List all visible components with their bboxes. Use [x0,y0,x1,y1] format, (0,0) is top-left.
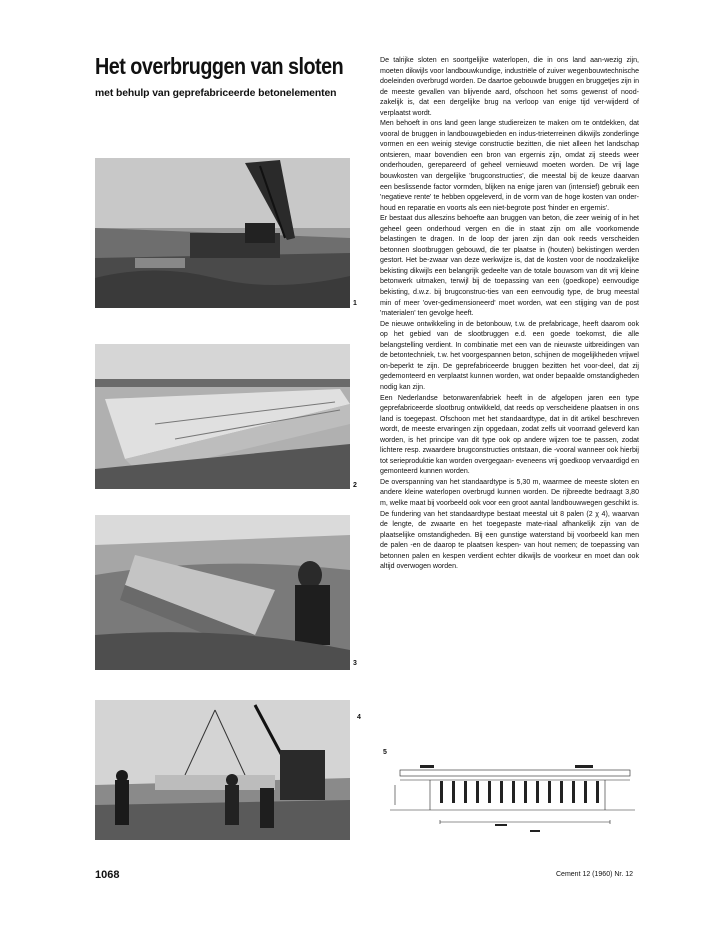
figure-label-4: 4 [357,714,361,721]
body-text-column [380,56,639,573]
figure-label-5: 5 [383,749,387,756]
paragraph: De talrijke sloten en soortgelijke waterlopen, die in ons land aan-wezig zijn, moeten dikwijls voor landbouwkundige, industriële of zuiver wegenbouwtechnische doeleinden overbrugd worden. De daartoe gebouwde bruggen en bruggetjes zijn in de meeste gevallen van blijvende aard, ofschoon het soms gewenst of nood-zakelijk is, dat een dergelijke brug na verloop van enige tijd ver-wijderd of verplaatst wordt. [380,57,639,117]
paragraph: Er bestaat dus alleszins behoefte aan bruggen van beton, die zeer weinig of in het geheel geen onderhoud vergen en die in staat zijn om alle voorkomende belastingen te dragen. In de loop der jaren zijn dan ook reeds verscheiden betonnen slootbruggen gebouwd, die ter plaatse in (houten) bekistingen werden gestort. Het be-zwaar van deze werkwijze is, dat de kosten voor de noodzakelijke bekisting dikwijls een belangrijk gedeelte van de totale bouwsom van dit vrij kleine betonwerk uitmaken, terwijl bij de toepassing van een (goedkope) eenvoudige bekisting, d.w.z. bij brugconstruc-ties van een eenvoudig type, de brug meestal min of meer 'over-gedimensioneerd' moet worden, wat een stijging van de post 'materialen' ten gevolge heeft. [380,215,639,318]
photo-workers-placing-element [95,515,350,670]
figure-label-1: 1 [353,300,357,307]
paragraph: De nieuwe ontwikkeling in de betonbouw, t.w. de prefabricage, heeft daarom ook op het gebied van de slootbruggen e.d. een goede toekomst, die alle belangstelling verdient. In combinatie met een van de nieuwste uitbreidingen van de betontechniek, t.w. het voorgespannen beton, schijnen de mogelijkheden vrijwel on-beperkt te zijn. De geprefabriceerde bruggen bezitten het voor-deel, dat zij gedemonteerd en verplaatst kunnen worden, wat onder bepaalde omstandigheden nodig kan zijn. [380,320,639,391]
photo-crane-embankment [95,158,350,308]
paragraph: De overspanning van het standaardtype is 5,30 m, waarmee de meeste sloten en andere kleine waterlopen overbrugd kunnen worden. De rijbreedte bedraagt 3,80 m, welke maat bij voorbeeld ook voor een groot aantal landbouwwegen geschikt is. De fundering van het standaardtype bestaat meestal uit 8 palen (2 χ 4), waarvan de lengte, de zwaarte en het toegepaste mate-riaal afhankelijk zijn van de plaatselijke omstandigheden. Bij een gunstige waterstand bij voorbeeld kan men de palen -en de daarop te plaatsen kespen- van hout nemen; de toepassing van betonnen palen en kespen verdient echter dikwijls de voorkeur en moet dan ook altijd overwogen worden. [380,478,639,571]
photo-crane-lifting-workers [95,700,350,840]
journal-reference: Cement 12 (1960) Nr. 12 [556,871,634,878]
page-number: 1068 [95,869,120,881]
bridge-technical-drawing [380,760,642,840]
paragraph: Men behoeft in ons land geen lange studiereizen te maken om te ontdekken, dat vooral de bruggen in landbouwgebieden en indus-trieterreinen dikwijls zonderlinge vormen en een weinig stevige constructie bezitten, die niet alleen het landschap ontsieren, maar bovendien een bron van ergernis zijn, omdat zij steeds weer onderhouden, gerepareerd of geheel vernieuwd moeten worden. De vrij lage bouwkosten van dergelijke 'brugconstructies', die meestal bij de keuze daarvan een beslissende factor vormden, blijken na enige jaren van (intensief) gebruik een 'negatieve rente' te hebben opgeleverd, in de vorm van de hoge kosten van onder-houd en reparatie en voorts als een niet-begrote post 'hinder en ergernis'. [380,120,639,212]
paragraph: Een Nederlandse betonwarenfabriek heeft in de afgelopen jaren een type geprefabriceerde slootbrug ontwikkeld, dat reeds op verscheidene plaatsen in ons land is toegepast. Ofschoon met het standaardtype, dat in dit artikel beschreven wordt, de meeste ervaringen zijn opgedaan, zodat zelfs uit voorraad geleverd kan worden, is het principe van dit type ook op andere wijzen toe te passen, zodat lichtere resp. zwaardere brugconstructies ontstaan, die -vooral wanneer ook hierbij tot serieproduktie kan worden overgegaan- eveneens vrij goedkoop vervaardigd en gemonteerd kunnen worden. [380,394,639,476]
figure-label-3: 3 [353,660,357,667]
photo-precast-beams [95,344,350,489]
figure-label-2: 2 [353,482,357,489]
article-subtitle: met behulp van geprefabriceerde betonelementen [95,88,337,99]
article-title: Het overbruggen van sloten [95,53,344,79]
